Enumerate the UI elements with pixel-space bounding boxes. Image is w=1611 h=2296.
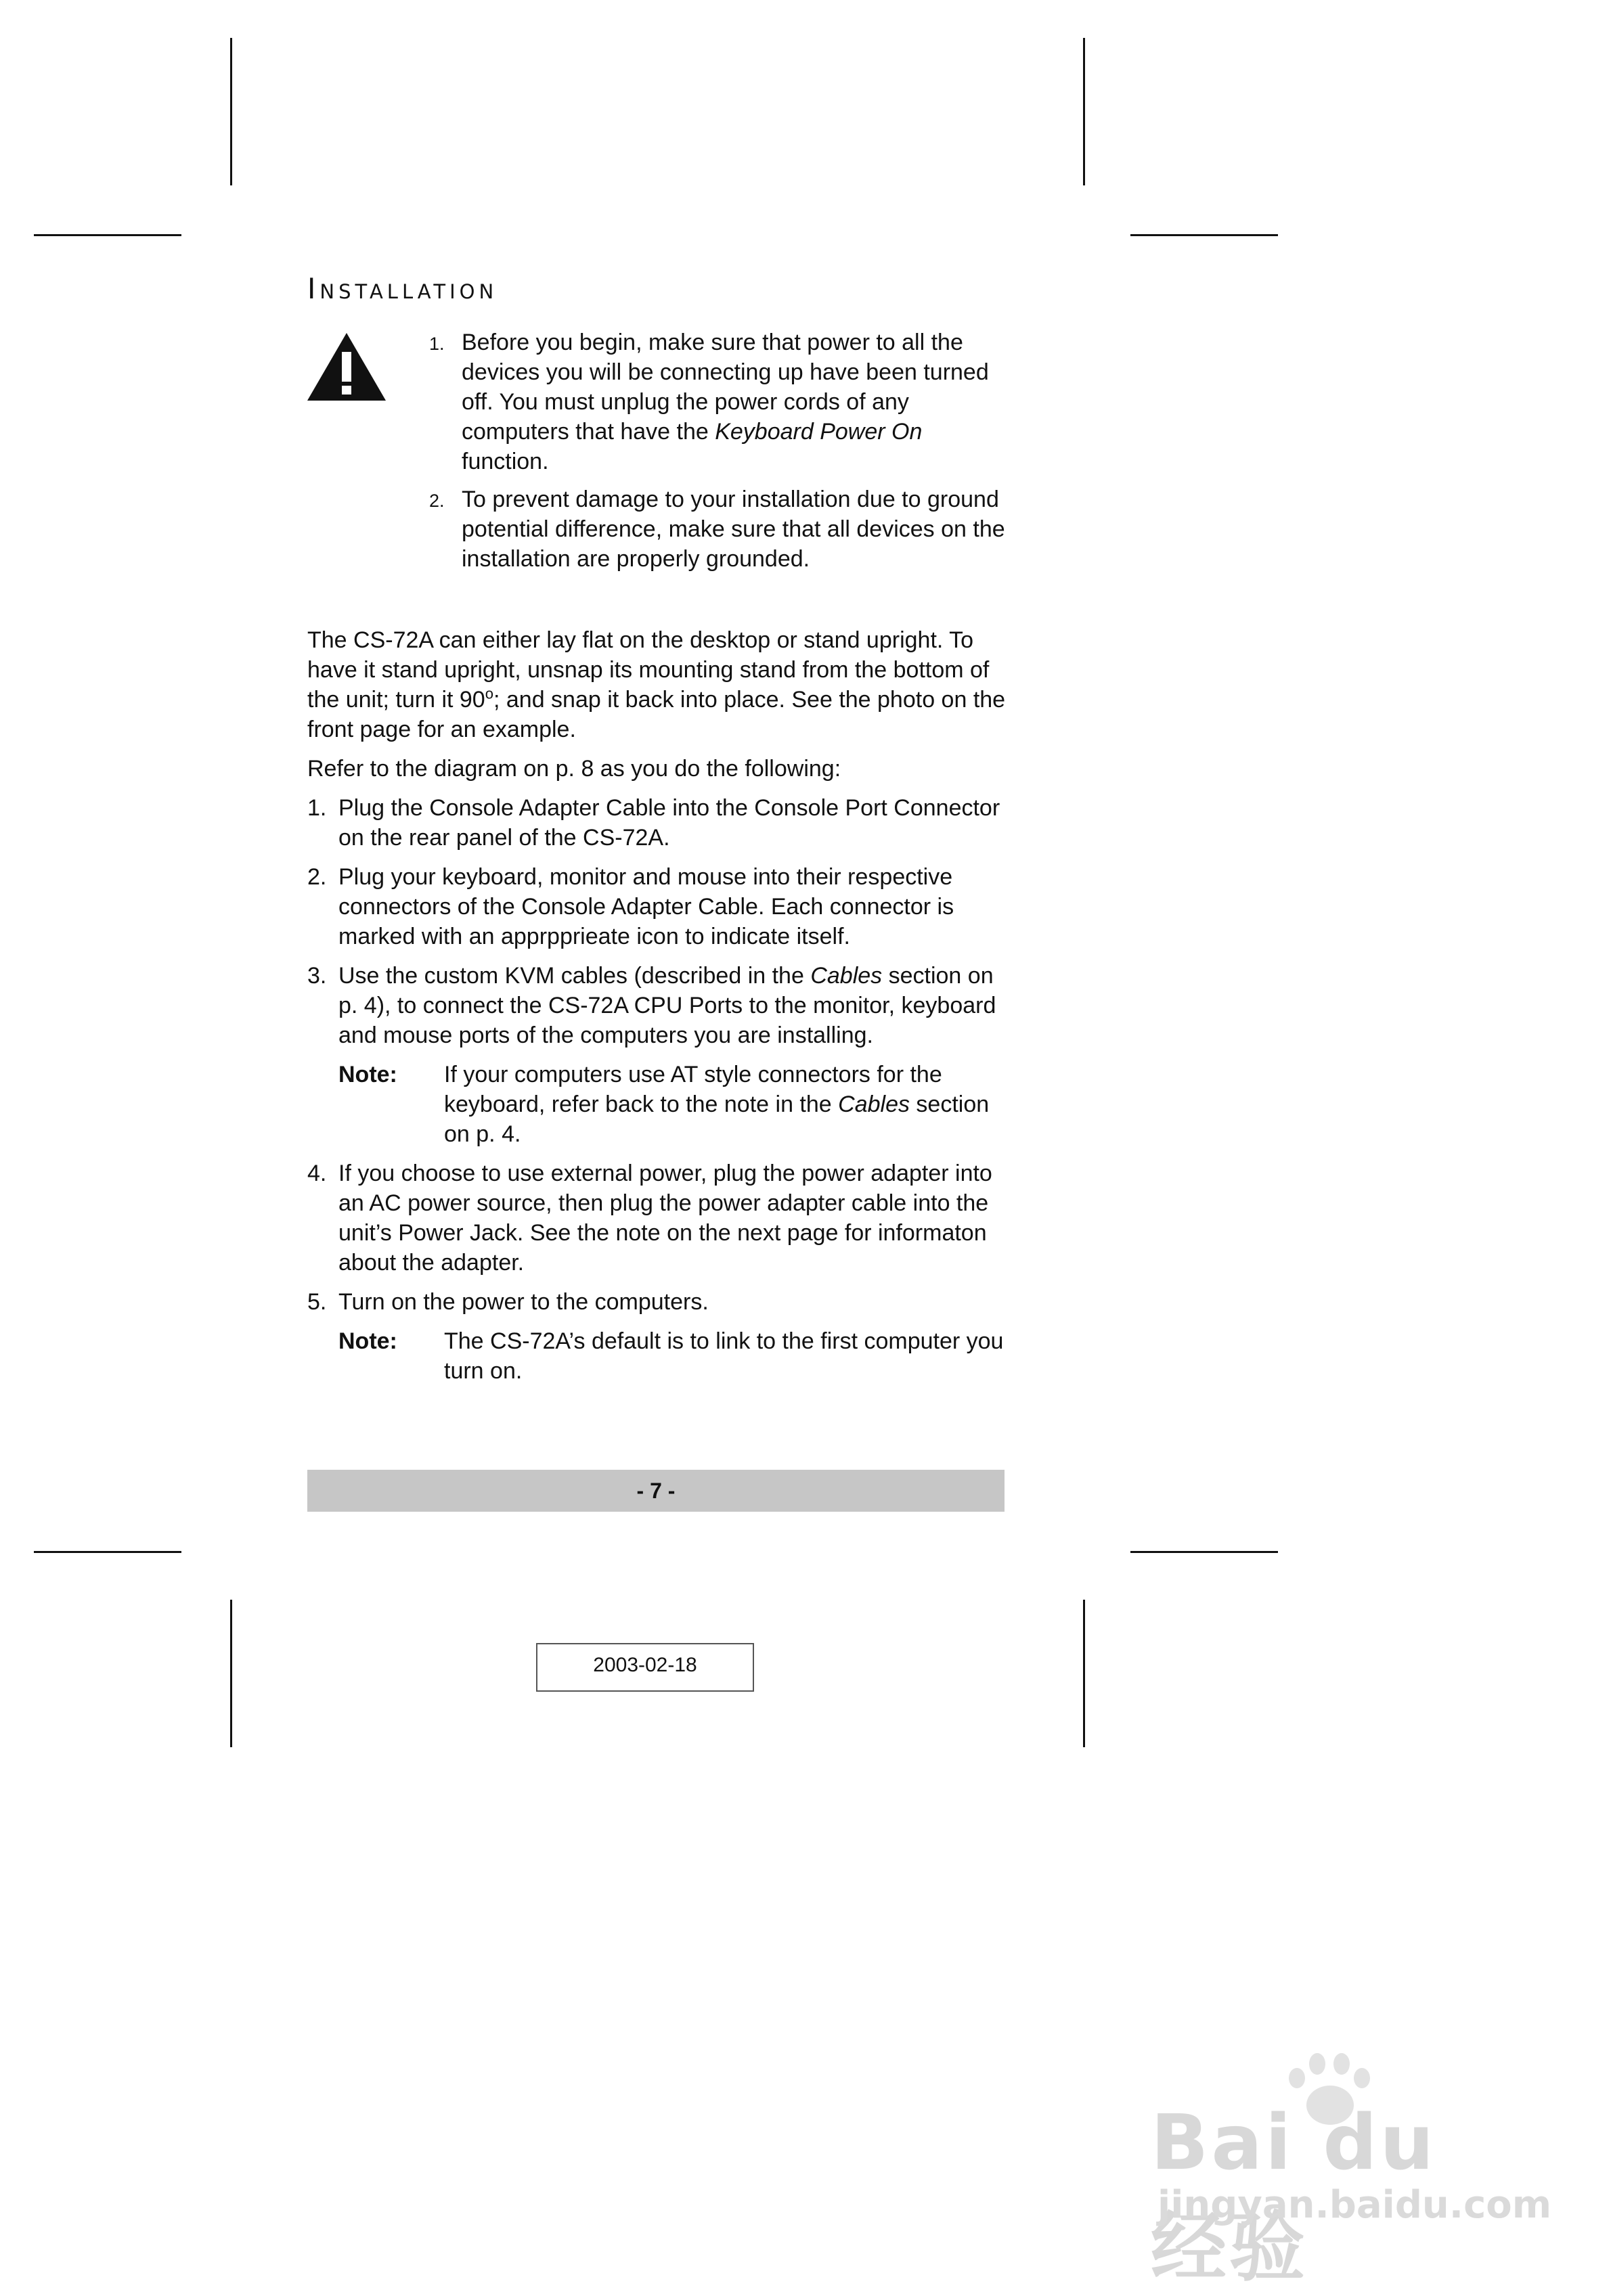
note-emphasis: Cables <box>838 1091 910 1117</box>
step-text: If you choose to use external power, plug the power adapter into an AC power source, then plug the power adapter cable into the unit’s Power Jack. See the note on the next page for informaton about the adapter. <box>338 1161 992 1276</box>
date-box <box>536 1643 754 1692</box>
page-number-bar <box>307 1470 1005 1512</box>
list-number: 1. <box>429 334 445 354</box>
warning-emphasis: Keyboard Power On <box>715 419 923 445</box>
crop-mark <box>34 234 181 236</box>
intro-text: The CS-72A can either lay flat on the desktop or stand upright. To have it stand upright, unsnap its mounting stand from the bottom of the unit; turn it 90 <box>307 627 990 713</box>
step-number: 4. <box>307 1161 327 1186</box>
crop-mark <box>1083 1600 1085 1747</box>
warning-text: Before you begin, make sure that power to all the devices you will be connecting up have been turned off. You must unplug the power cords of any computers that have the <box>462 330 989 445</box>
page-number: - 7 - <box>636 1479 676 1503</box>
note <box>338 1060 1011 1149</box>
warning-text: To prevent damage to your installation due to ground potential difference, make sure that all devices on the installation are properly grounded. <box>462 487 1005 572</box>
step-number: 2. <box>307 864 327 890</box>
note-text: section on p. 4. <box>444 1091 990 1147</box>
note-label: Note: <box>338 1328 397 1354</box>
refer-paragraph: Refer to the diagram on p. 8 as you do the following: <box>307 756 841 782</box>
list-number: 2. <box>429 491 445 511</box>
crop-mark <box>230 38 232 185</box>
step-emphasis: Cables <box>810 963 883 989</box>
note-text: The CS-72A’s default is to link to the first computer you turn on. <box>444 1328 1004 1384</box>
crop-mark <box>1130 1551 1278 1553</box>
note <box>338 1326 1011 1386</box>
warning-triangle-icon <box>306 332 387 402</box>
step-item <box>307 1158 1011 1278</box>
step-text: Plug your keyboard, monitor and mouse into their respective connectors of the Console Adapter Cable. Each connector is marked with an apprpprieate icon to indicate itself. <box>338 864 954 949</box>
crop-mark <box>34 1551 181 1553</box>
step-number: 1. <box>307 795 327 821</box>
step-number: 5. <box>307 1289 327 1315</box>
warning-text: function. <box>462 449 549 474</box>
warning-item <box>426 328 1009 476</box>
watermark-url: jingyan.baidu.com <box>1157 2183 1552 2227</box>
step-number: 3. <box>307 963 327 989</box>
intro-paragraph <box>307 625 1011 744</box>
crop-mark <box>230 1600 232 1747</box>
watermark-logo: Bai du 经验 <box>1151 2099 1437 2292</box>
step-text: section on p. 4), to connect the CS-72A CPU Ports to the monitor, keyboard and mouse ports of the computers you are installing. <box>338 963 996 1048</box>
step-text: Use the custom KVM cables (described in the <box>338 963 811 989</box>
step-item <box>307 862 1011 951</box>
baidu-watermark <box>1151 2050 1552 2292</box>
step-text: Plug the Console Adapter Cable into the Console Port Connector on the rear panel of the CS-72A. <box>338 795 1000 851</box>
date-stamp: 2003-02-18 <box>593 1654 697 1676</box>
page-title: Installation <box>307 272 498 305</box>
intro-text: ; and snap it back into place. See the photo on the front page for an example. <box>307 687 1006 742</box>
crop-mark <box>1083 38 1085 185</box>
note-label: Note: <box>338 1062 397 1087</box>
step-item <box>307 961 1011 1050</box>
step-item <box>307 793 1011 853</box>
warning-list <box>426 328 1009 582</box>
crop-mark <box>1130 234 1278 236</box>
main-content <box>307 625 1011 1395</box>
step-text: Turn on the power to the computers. <box>338 1289 709 1315</box>
warning-item <box>426 485 1009 574</box>
note-text: If your computers use AT style connectors for the keyboard, refer back to the note in the <box>444 1062 942 1117</box>
step-item <box>307 1287 1011 1317</box>
degree-sup: o <box>485 685 493 702</box>
